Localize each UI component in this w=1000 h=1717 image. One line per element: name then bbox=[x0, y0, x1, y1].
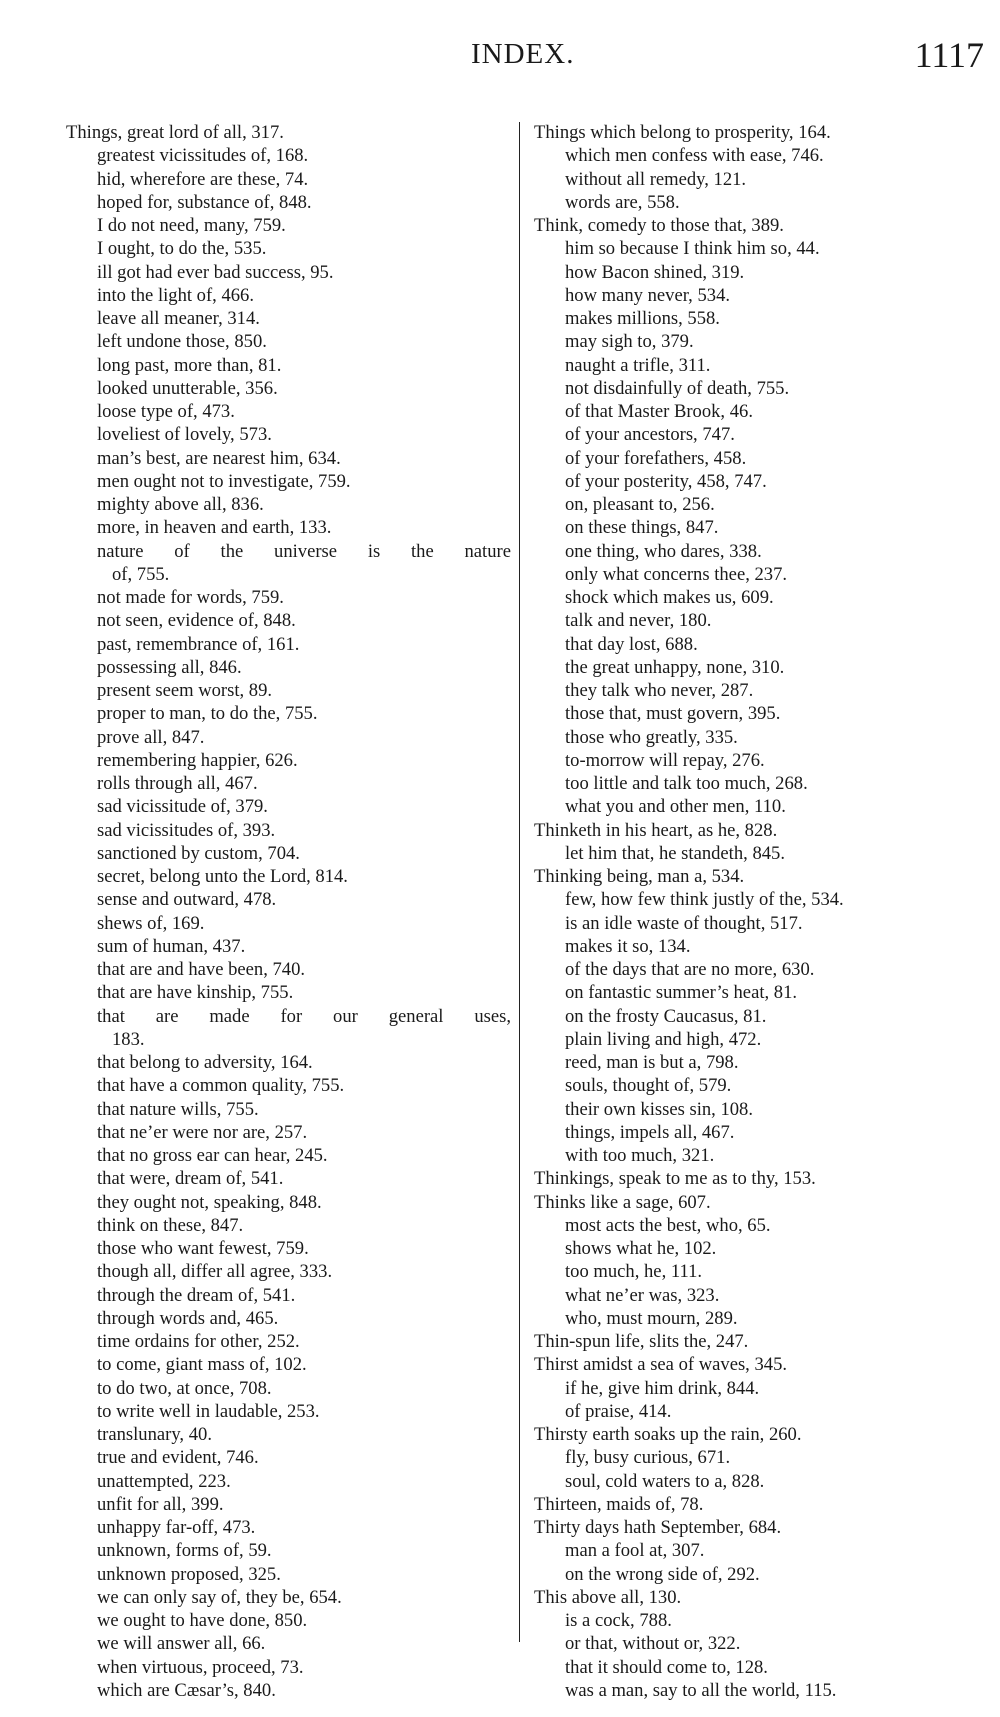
index-subentry: on fantastic summer’s heat, 81. bbox=[565, 982, 798, 1004]
index-subentry: they ought not, speaking, 848. bbox=[97, 1191, 322, 1213]
index-subentry: reed, man is but a, 798. bbox=[565, 1052, 739, 1073]
index-subentry: on the wrong side of, 292. bbox=[565, 1563, 760, 1585]
index-subentry: those that, must govern, 395. bbox=[565, 703, 781, 725]
index-entry: Think, comedy to those that, 389. bbox=[534, 215, 784, 236]
index-subentry: nature of the universe is the nature bbox=[97, 540, 511, 562]
index-subentry: to write well in laudable, 253. bbox=[97, 1400, 320, 1422]
index-subentry: to-morrow will repay, 276. bbox=[565, 749, 765, 771]
index-subentry: we can only say of, they be, 654. bbox=[97, 1586, 342, 1608]
index-subentry: rolls through all, 467. bbox=[97, 773, 258, 794]
index-subentry: of your ancestors, 747. bbox=[565, 424, 735, 446]
index-subentry: too little and talk too much, 268. bbox=[565, 773, 808, 794]
page-header bbox=[0, 28, 1000, 88]
index-subentry: sanctioned by custom, 704. bbox=[97, 842, 300, 864]
index-subentry: which are Cæsar’s, 840. bbox=[97, 1679, 276, 1701]
index-subentry: sense and outward, 478. bbox=[97, 889, 277, 911]
index-subentry: is an idle waste of thought, 517. bbox=[565, 912, 803, 934]
index-subentry: sad vicissitudes of, 393. bbox=[97, 819, 276, 841]
index-subentry: of your posterity, 458, 747. bbox=[565, 470, 767, 492]
index-subentry: that day lost, 688. bbox=[565, 633, 698, 655]
index-subentry: looked unutterable, 356. bbox=[97, 377, 278, 399]
index-subentry: most acts the best, who, 65. bbox=[565, 1214, 771, 1236]
index-entry-continuation: of, 755. bbox=[112, 563, 170, 585]
index-subentry: things, impels all, 467. bbox=[565, 1121, 735, 1143]
index-subentry: I ought, to do the, 535. bbox=[97, 238, 267, 260]
index-column-left bbox=[66, 121, 511, 1702]
index-subentry: true and evident, 746. bbox=[97, 1447, 259, 1469]
index-subentry: through words and, 465. bbox=[97, 1307, 279, 1329]
index-subentry: words are, 558. bbox=[565, 191, 680, 213]
index-subentry: that have a common quality, 755. bbox=[97, 1075, 345, 1097]
index-subentry: talk and never, 180. bbox=[565, 610, 712, 632]
index-subentry: time ordains for other, 252. bbox=[97, 1331, 300, 1352]
index-subentry: hid, wherefore are these, 74. bbox=[97, 168, 309, 190]
index-entry: Thin-spun life, slits the, 247. bbox=[534, 1331, 749, 1352]
index-entry: This above all, 130. bbox=[534, 1586, 682, 1608]
index-subentry: who, must mourn, 289. bbox=[565, 1307, 738, 1329]
index-subentry: unattempted, 223. bbox=[97, 1470, 231, 1492]
index-subentry: is a cock, 788. bbox=[565, 1610, 672, 1631]
index-subentry: past, remembrance of, 161. bbox=[97, 633, 300, 655]
index-subentry: unknown, forms of, 59. bbox=[97, 1540, 272, 1562]
index-subentry: only what concerns thee, 237. bbox=[565, 563, 788, 585]
index-subentry: we ought to have done, 850. bbox=[97, 1610, 308, 1631]
index-subentry: what ne’er was, 323. bbox=[565, 1284, 720, 1306]
index-entry: Things, great lord of all, 317. bbox=[66, 122, 284, 143]
index-subentry: not disdainfully of death, 755. bbox=[565, 377, 790, 399]
index-subentry: remembering happier, 626. bbox=[97, 749, 298, 771]
index-entry: Thirty days hath September, 684. bbox=[534, 1517, 782, 1538]
index-subentry: without all remedy, 121. bbox=[565, 168, 747, 190]
index-subentry: ill got had ever bad success, 95. bbox=[97, 261, 334, 283]
index-entry: Thinking being, man a, 534. bbox=[534, 866, 745, 887]
index-subentry: shows what he, 102. bbox=[565, 1238, 717, 1259]
index-subentry: of praise, 414. bbox=[565, 1400, 672, 1422]
index-subentry: or that, without or, 322. bbox=[565, 1633, 741, 1655]
index-subentry: on the frosty Caucasus, 81. bbox=[565, 1005, 767, 1027]
index-subentry: unhappy far-off, 473. bbox=[97, 1517, 256, 1538]
column-divider bbox=[519, 122, 520, 1642]
index-subentry: prove all, 847. bbox=[97, 726, 205, 748]
index-subentry: of that Master Brook, 46. bbox=[565, 401, 753, 422]
index-subentry: what you and other men, 110. bbox=[565, 796, 786, 818]
index-entry-continuation: 183. bbox=[112, 1028, 145, 1050]
index-subentry: naught a trifle, 311. bbox=[565, 354, 711, 376]
index-subentry: the great unhappy, none, 310. bbox=[565, 656, 785, 678]
index-subentry: shews of, 169. bbox=[97, 912, 205, 934]
index-subentry: those who greatly, 335. bbox=[565, 726, 738, 748]
index-subentry: soul, cold waters to a, 828. bbox=[565, 1470, 765, 1492]
index-subentry: those who want fewest, 759. bbox=[97, 1238, 309, 1259]
index-subentry: that it should come to, 128. bbox=[565, 1656, 768, 1678]
index-entry: Thirsty earth soaks up the rain, 260. bbox=[534, 1424, 802, 1445]
index-subentry: loveliest of lovely, 573. bbox=[97, 424, 272, 446]
index-subentry: translunary, 40. bbox=[97, 1424, 212, 1445]
index-subentry: how many never, 534. bbox=[565, 284, 731, 306]
index-subentry: too much, he, 111. bbox=[565, 1261, 703, 1283]
index-subentry: not seen, evidence of, 848. bbox=[97, 610, 296, 632]
index-entry: Thinketh in his heart, as he, 828. bbox=[534, 819, 778, 841]
index-subentry: few, how few think justly of the, 534. bbox=[565, 889, 844, 911]
index-subentry: man a fool at, 307. bbox=[565, 1540, 705, 1562]
index-subentry: was a man, say to all the world, 115. bbox=[565, 1679, 837, 1701]
index-subentry: man’s best, are nearest him, 634. bbox=[97, 447, 341, 469]
index-subentry: which men confess with ease, 746. bbox=[565, 145, 824, 167]
index-subentry: makes millions, 558. bbox=[565, 308, 720, 329]
page-number: 1117 bbox=[914, 35, 984, 75]
index-subentry: that ne’er were nor are, 257. bbox=[97, 1121, 308, 1143]
index-subentry: may sigh to, 379. bbox=[565, 331, 694, 353]
index-subentry: when virtuous, proceed, 73. bbox=[97, 1656, 304, 1678]
index-subentry: that are made for our general uses, bbox=[97, 1005, 511, 1027]
index-subentry: I do not need, many, 759. bbox=[97, 215, 286, 236]
index-subentry: that were, dream of, 541. bbox=[97, 1168, 284, 1190]
index-subentry: into the light of, 466. bbox=[97, 284, 255, 306]
index-subentry: sum of human, 437. bbox=[97, 935, 246, 957]
index-subentry: mighty above all, 836. bbox=[97, 494, 264, 515]
index-subentry: we will answer all, 66. bbox=[97, 1633, 266, 1655]
index-subentry: though all, differ all agree, 333. bbox=[97, 1261, 333, 1283]
index-subentry: one thing, who dares, 338. bbox=[565, 540, 762, 562]
index-subentry: shock which makes us, 609. bbox=[565, 587, 774, 608]
index-subentry: fly, busy curious, 671. bbox=[565, 1447, 731, 1469]
index-subentry: sad vicissitude of, 379. bbox=[97, 796, 268, 818]
index-entry: Things which belong to prosperity, 164. bbox=[534, 122, 831, 143]
index-subentry: their own kisses sin, 108. bbox=[565, 1098, 753, 1120]
index-subentry: plain living and high, 472. bbox=[565, 1028, 762, 1050]
index-subentry: leave all meaner, 314. bbox=[97, 308, 260, 329]
index-subentry: men ought not to investigate, 759. bbox=[97, 470, 351, 492]
index-subentry: proper to man, to do the, 755. bbox=[97, 703, 318, 725]
index-column-right bbox=[534, 121, 984, 1702]
index-subentry: long past, more than, 81. bbox=[97, 354, 282, 376]
index-subentry: secret, belong unto the Lord, 814. bbox=[97, 866, 348, 887]
running-title: INDEX. bbox=[471, 38, 575, 70]
index-entry: Thirteen, maids of, 78. bbox=[534, 1493, 704, 1515]
index-subentry: on these things, 847. bbox=[565, 517, 719, 539]
index-subentry: that are and have been, 740. bbox=[97, 959, 306, 980]
index-subentry: that belong to adversity, 164. bbox=[97, 1052, 313, 1073]
index-subentry: of the days that are no more, 630. bbox=[565, 959, 815, 980]
index-subentry: think on these, 847. bbox=[97, 1214, 244, 1236]
index-entry: Thirst amidst a sea of waves, 345. bbox=[534, 1354, 788, 1376]
index-subentry: to come, giant mass of, 102. bbox=[97, 1354, 307, 1376]
index-subentry: that nature wills, 755. bbox=[97, 1098, 259, 1120]
index-subentry: let him that, he standeth, 845. bbox=[565, 842, 785, 864]
index-subentry: of your forefathers, 458. bbox=[565, 447, 747, 469]
index-subentry: loose type of, 473. bbox=[97, 401, 235, 422]
index-subentry: how Bacon shined, 319. bbox=[565, 261, 745, 283]
index-subentry: that no gross ear can hear, 245. bbox=[97, 1145, 328, 1166]
index-subentry: unfit for all, 399. bbox=[97, 1493, 224, 1515]
index-subentry: makes it so, 134. bbox=[565, 935, 691, 957]
index-subentry: with too much, 321. bbox=[565, 1145, 715, 1166]
index-subentry: greatest vicissitudes of, 168. bbox=[97, 145, 309, 167]
index-subentry: that are have kinship, 755. bbox=[97, 982, 294, 1004]
index-subentry: him so because I think him so, 44. bbox=[565, 238, 820, 260]
index-subentry: souls, thought of, 579. bbox=[565, 1075, 732, 1097]
index-subentry: if he, give him drink, 844. bbox=[565, 1377, 760, 1399]
index-subentry: not made for words, 759. bbox=[97, 587, 284, 608]
index-subentry: present seem worst, 89. bbox=[97, 680, 273, 701]
index-subentry: unknown proposed, 325. bbox=[97, 1563, 281, 1585]
index-subentry: on, pleasant to, 256. bbox=[565, 494, 715, 515]
index-subentry: to do two, at once, 708. bbox=[97, 1377, 272, 1399]
index-entry: Thinkings, speak to me as to thy, 153. bbox=[534, 1168, 816, 1190]
index-entry: Thinks like a sage, 607. bbox=[534, 1191, 711, 1213]
index-subentry: through the dream of, 541. bbox=[97, 1284, 296, 1306]
index-subentry: more, in heaven and earth, 133. bbox=[97, 517, 332, 539]
index-subentry: left undone those, 850. bbox=[97, 331, 267, 353]
index-subentry: possessing all, 846. bbox=[97, 656, 242, 678]
index-subentry: they talk who never, 287. bbox=[565, 680, 754, 701]
index-subentry: hoped for, substance of, 848. bbox=[97, 191, 312, 213]
